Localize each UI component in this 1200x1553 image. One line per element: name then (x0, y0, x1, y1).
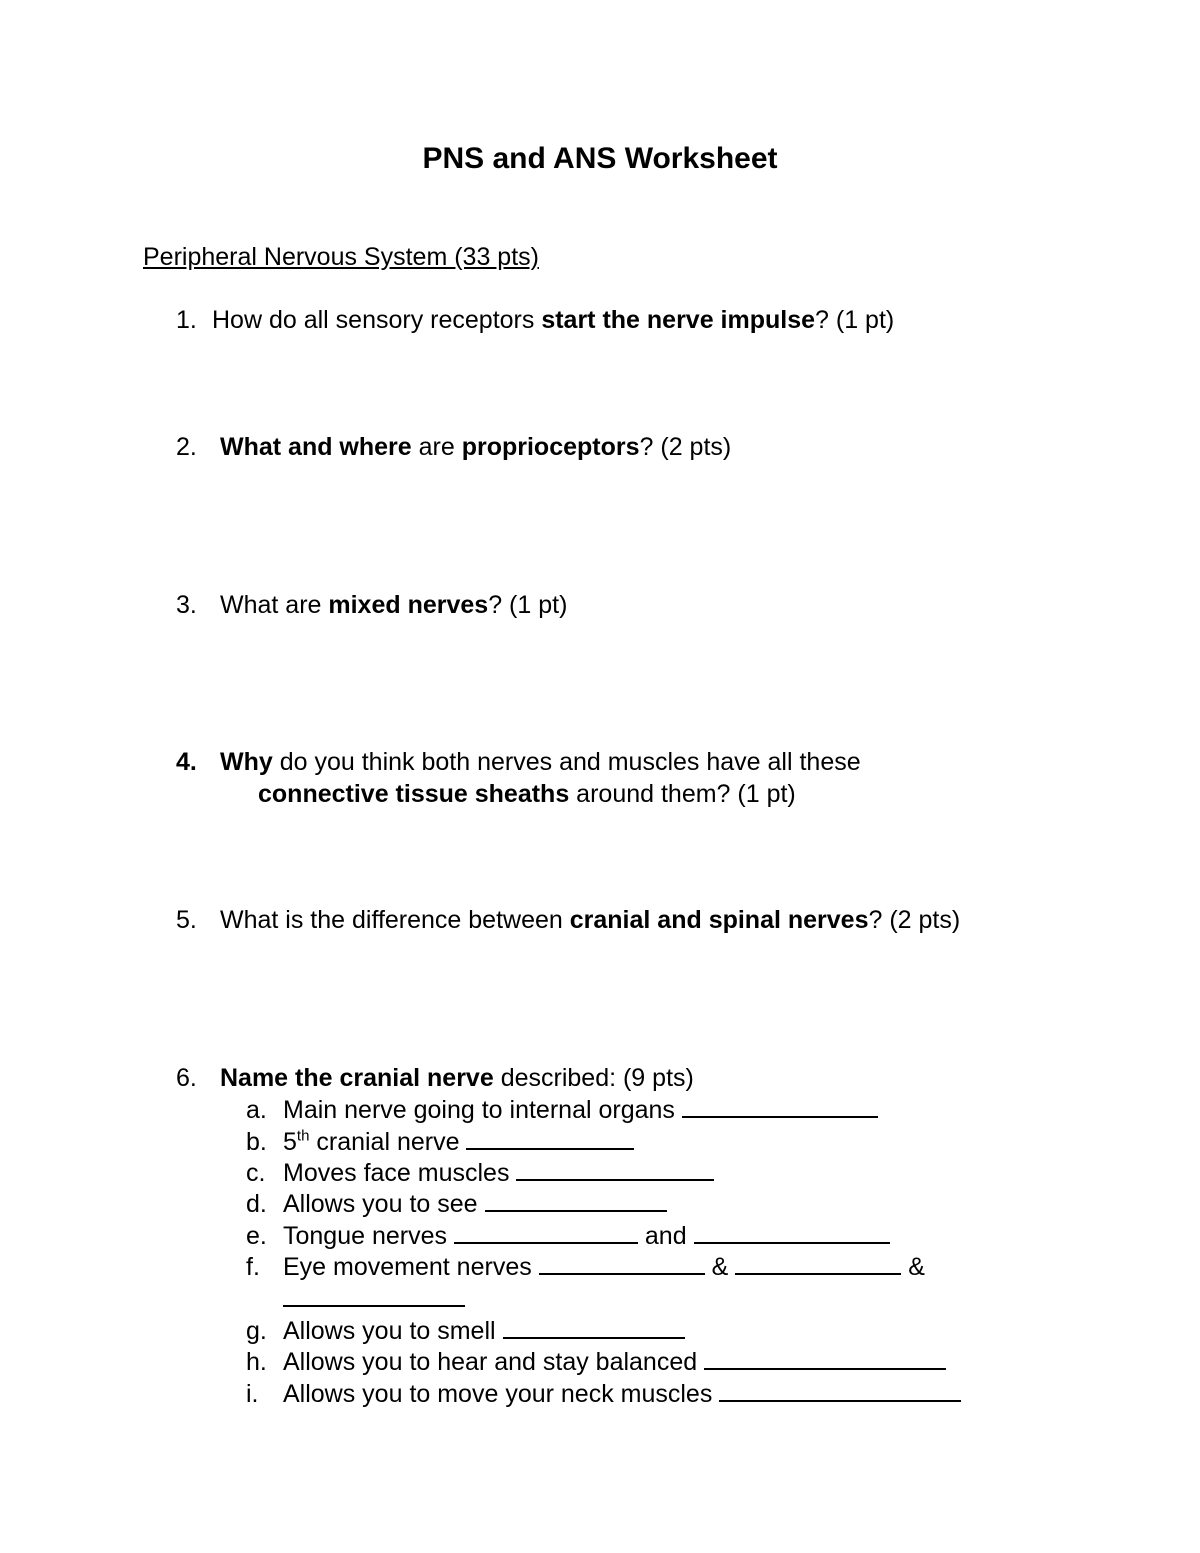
section-heading: Peripheral Nervous System (33 pts) (143, 243, 539, 271)
sub-item-f-continuation (283, 1283, 465, 1315)
sub-item-c: c. Moves face muscles (246, 1157, 714, 1189)
answer-blank[interactable] (704, 1346, 946, 1370)
answer-blank[interactable] (466, 1126, 634, 1150)
question-number: 6. (176, 1064, 197, 1092)
question-2: 2. What and where are proprioceptors? (2 pts) (176, 433, 732, 461)
question-5: 5. What is the difference between cranial and spinal nerves? (2 pts) (176, 906, 961, 934)
question-number: 1. (176, 306, 197, 334)
question-6: 6. Name the cranial nerve described: (9 pts) (176, 1064, 694, 1092)
answer-blank[interactable] (283, 1283, 465, 1307)
question-number: 3. (176, 591, 197, 619)
answer-blank[interactable] (735, 1251, 901, 1275)
question-number: 5. (176, 906, 197, 934)
answer-blank[interactable] (503, 1315, 685, 1339)
sub-item-f: f. Eye movement nerves & & (246, 1253, 925, 1281)
answer-blank[interactable] (516, 1157, 714, 1181)
question-3: 3. What are mixed nerves? (1 pt) (176, 591, 568, 619)
answer-blank[interactable] (694, 1220, 890, 1244)
question-4: 4. Why do you think both nerves and muscles have all these connective tissue sheaths around them? (1 pt) (176, 748, 861, 808)
question-number: 2. (176, 433, 197, 461)
answer-blank[interactable] (454, 1220, 638, 1244)
answer-blank[interactable] (485, 1188, 667, 1212)
sub-item-e: e. Tongue nerves and (246, 1220, 890, 1252)
sub-item-i: i. Allows you to move your neck muscles (246, 1378, 961, 1410)
sub-item-g: g. Allows you to smell (246, 1315, 685, 1347)
question-number: 4. (176, 748, 197, 776)
answer-blank[interactable] (539, 1251, 705, 1275)
answer-blank[interactable] (719, 1378, 961, 1402)
sub-item-d: d. Allows you to see (246, 1188, 667, 1220)
answer-blank[interactable] (682, 1094, 878, 1118)
sub-item-h: h. Allows you to hear and stay balanced (246, 1346, 946, 1378)
question-4-continuation: connective tissue sheaths around them? (1 pt) (258, 780, 796, 808)
question-1: 1. How do all sensory receptors start the nerve impulse? (1 pt) (176, 306, 895, 334)
sub-item-b: b. 5th cranial nerve (246, 1126, 634, 1158)
sub-item-a: a. Main nerve going to internal organs (246, 1094, 878, 1126)
page-title: PNS and ANS Worksheet (422, 142, 778, 175)
